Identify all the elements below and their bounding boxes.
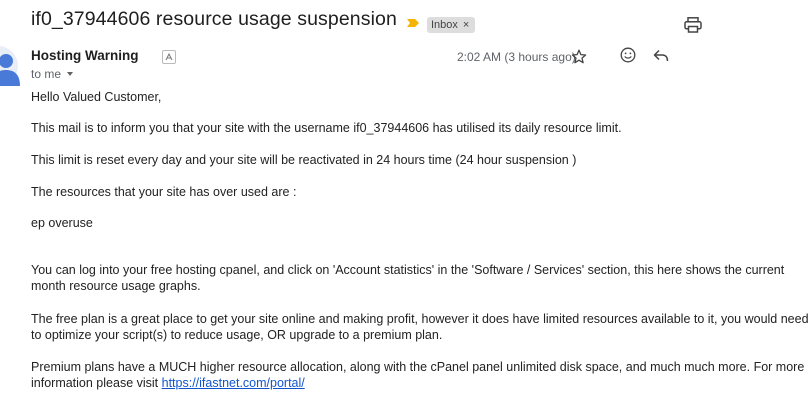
inbox-label-chip: [427, 17, 475, 33]
body-paragraph: Premium plans have a MUCH higher resource allocation, along with the cPanel panel unlimited disk space, and much much more. For more: [31, 360, 805, 374]
body-paragraph: This mail is to inform you that your site with the username if0_37944606 has utilised its daily resource limit.: [31, 121, 622, 135]
to-line: to me: [31, 67, 62, 81]
body-paragraph: This limit is reset every day and your site will be reactivated in 24 hours time (24 hour suspension ): [31, 153, 577, 167]
body-paragraph: The resources that your site has over used are :: [31, 185, 297, 199]
email-subject: if0_37944606 resource usage suspension: [31, 8, 397, 30]
body-paragraph: to optimize your script(s) to reduce usage, OR upgrade to a premium plan.: [31, 328, 443, 342]
recipients-toggle[interactable]: [31, 67, 73, 81]
body-paragraph: ep overuse: [31, 216, 93, 230]
remove-label-button[interactable]: ×: [462, 19, 470, 31]
star-icon[interactable]: [571, 49, 587, 65]
sender-name[interactable]: Hosting Warning: [31, 48, 139, 63]
emoji-icon[interactable]: [620, 47, 636, 63]
body-greeting: Hello Valued Customer,: [31, 90, 162, 104]
print-icon[interactable]: [684, 17, 702, 33]
person-avatar-icon: [0, 46, 18, 86]
chevron-down-icon: [67, 72, 73, 76]
body-text: information please visit: [31, 376, 162, 390]
body-paragraph: The free plan is a great place to get your site online and making profit, however it does have limited resources available to it, you would need: [31, 312, 809, 326]
body-paragraph: You can log into your free hosting cpanel, and click on 'Account statistics' in the 'Software / Services' section, this here shows the current: [31, 263, 785, 277]
importance-marker-icon[interactable]: [407, 19, 419, 27]
sender-avatar[interactable]: [0, 46, 18, 86]
sender-info-icon[interactable]: [162, 50, 176, 64]
reply-icon[interactable]: [653, 49, 669, 63]
body-paragraph: [31, 375, 305, 391]
portal-link[interactable]: https://ifastnet.com/portal/: [161, 376, 305, 390]
subject-row: [31, 6, 690, 36]
sender-row: [31, 48, 690, 68]
email-timestamp: 2:02 AM (3 hours ago): [457, 50, 576, 64]
body-paragraph: month resource usage graphs.: [31, 279, 201, 293]
inbox-label-text: Inbox: [431, 19, 458, 31]
